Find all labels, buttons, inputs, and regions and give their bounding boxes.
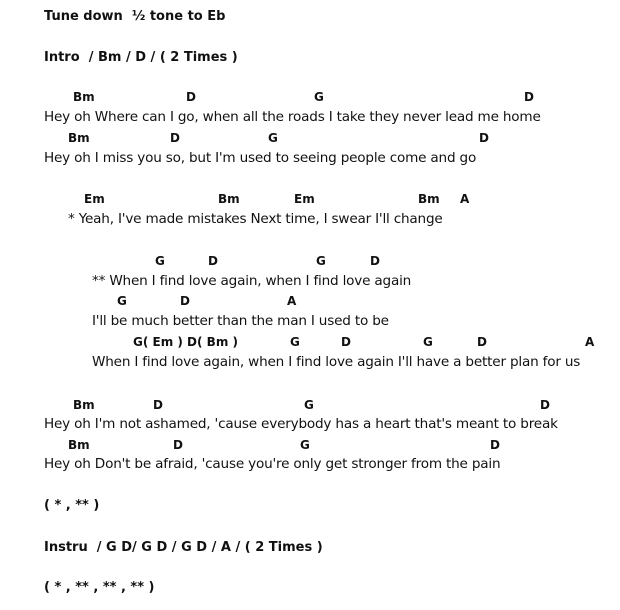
chord: D (153, 398, 163, 412)
lyric-line: When I find love again, when I find love again I'll have a better plan for us (92, 354, 581, 370)
chord: Bm (68, 438, 90, 452)
lyric-line: * Yeah, I've made mistakes Next time, I swear I'll change (68, 211, 443, 227)
lyric-line: Hey oh I'm not ashamed, 'cause everybody has a heart that's meant to break (44, 416, 558, 432)
chord: Em (294, 192, 315, 206)
chord: D (524, 90, 534, 104)
lyric-line: I'll be much better than the man I used to be (92, 313, 389, 329)
chord: G (117, 294, 127, 308)
chord: G (155, 254, 165, 268)
chord: D (370, 254, 380, 268)
chord: A (585, 335, 595, 349)
chord: Bm (73, 90, 95, 104)
chord: D (173, 438, 183, 452)
chord: Bm (418, 192, 440, 206)
chord: Bm (68, 131, 90, 145)
chord: Bm (218, 192, 240, 206)
chord: G (423, 335, 433, 349)
chord: D (479, 131, 489, 145)
chord: G (304, 398, 314, 412)
chord: A (287, 294, 297, 308)
chord: G( Em ) D( Bm ) (133, 335, 238, 349)
chord: D (170, 131, 180, 145)
lyric-line: Hey oh I miss you so, but I'm used to seeing people come and go (44, 150, 477, 166)
chord: D (490, 438, 500, 452)
chord: D (341, 335, 351, 349)
repeat-marker-final: ( * , ** , ** , ** ) (44, 580, 155, 595)
chord: Bm (73, 398, 95, 412)
chord: A (460, 192, 470, 206)
chord: D (186, 90, 196, 104)
chord: D (540, 398, 550, 412)
tuning-note: Tune down ½ tone to Eb (44, 9, 226, 24)
lyric-line: ** When I find love again, when I find love again (92, 273, 412, 289)
chord: G (268, 131, 278, 145)
instrumental-line: Instru / G D/ G D / G D / A / ( 2 Times ) (44, 540, 323, 555)
chord: G (316, 254, 326, 268)
chord: D (477, 335, 487, 349)
lyric-line: Hey oh Where can I go, when all the roads I take they never lead me home (44, 109, 541, 125)
chord: G (314, 90, 324, 104)
chord: G (290, 335, 300, 349)
chord: G (300, 438, 310, 452)
lyric-line: Hey oh Don't be afraid, 'cause you're only get stronger from the pain (44, 456, 501, 472)
intro-line: Intro / Bm / D / ( 2 Times ) (44, 50, 238, 65)
repeat-marker: ( * , ** ) (44, 498, 100, 513)
chord: D (208, 254, 218, 268)
chord: Em (84, 192, 105, 206)
chord: D (180, 294, 190, 308)
